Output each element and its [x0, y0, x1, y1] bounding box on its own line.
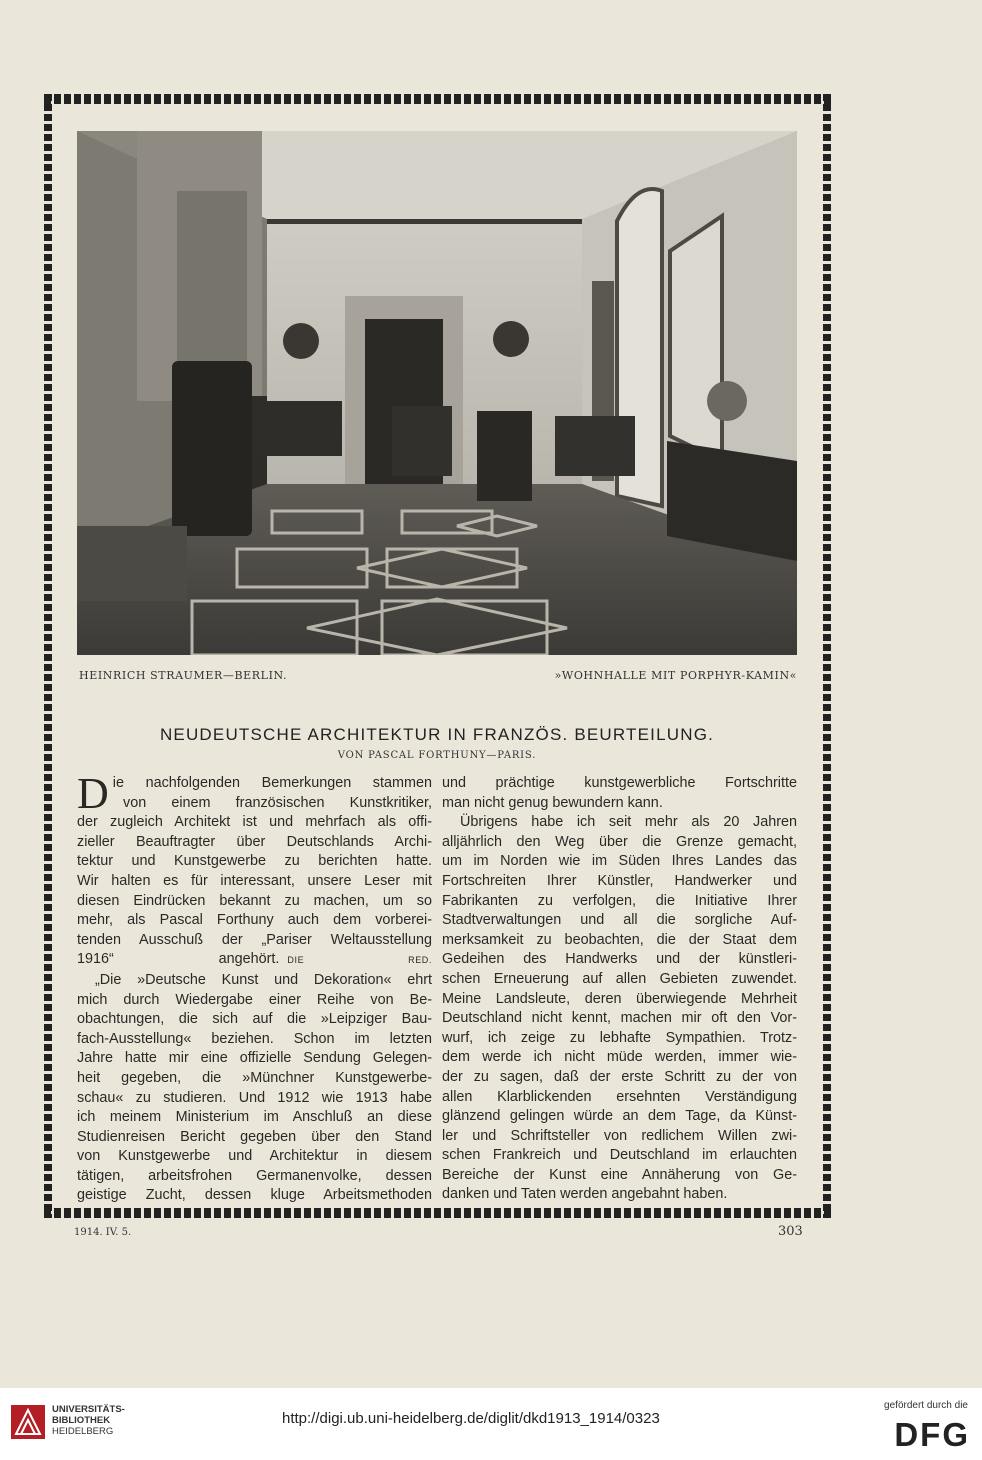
text-line: der zugleich Architekt ist und mehrfach als offi- [77, 814, 432, 831]
text-line: von einem französischen Kunstkritiker, [123, 794, 432, 811]
page-number: 303 [778, 1224, 803, 1239]
text-line: wurf, ich zeige zu lebhafte Sympathien. Trotz- [442, 1029, 797, 1046]
text-line: man nicht genug bewundern kann. [442, 794, 663, 811]
left-text-column [77, 769, 432, 1206]
text-line: geistige Zucht, dessen kluge Arbeitsmethoden [77, 1187, 432, 1204]
text-line: tätigen, arbeitsfrohen Germanenvolke, dessen [77, 1167, 432, 1184]
text-line: merksamkeit zu beobachten, die der Staat dem [442, 931, 797, 948]
text-line: danken und Taten werden angebahnt haben. [442, 1186, 728, 1203]
library-name-line3: HEIDELBERG [52, 1426, 114, 1437]
text-line: Deutschland nicht kennt, machen mir oft den Vor- [442, 1010, 797, 1027]
interior-photograph [77, 131, 797, 655]
drop-cap: D [77, 769, 109, 818]
article-title: NEUDEUTSCHE ARCHITEKTUR IN FRANZÖS. BEURTEILUNG. [159, 725, 715, 744]
text-line: heit gegeben, die »Münchner Kunstgewerbe- [77, 1069, 432, 1086]
border-bottom [44, 1208, 831, 1218]
text-line: Meine Landsleute, deren überwiegende Mehrheit [442, 990, 797, 1007]
text-line: ler und Schriftsteller von redlichem Willen zwi- [442, 1127, 797, 1144]
text-line: allen Klarblickenden ersehnten Verständigung [442, 1088, 797, 1105]
permalink-url[interactable]: http://digi.ub.uni-heidelberg.de/diglit/dkd1913_1914/0323 [282, 1410, 660, 1427]
text-line: Wir halten es für interessant, unsere Leser mit [77, 872, 432, 889]
text-line: der zu sagen, daß der erste Schritt zu der von [442, 1068, 797, 1085]
article-byline: VON PASCAL FORTHUNY—PARIS. [337, 750, 537, 761]
text-line: tektur und Kunstgewerbe zu berichten hatte. [77, 853, 432, 870]
university-seal-icon [10, 1404, 46, 1440]
text-line: dem werde ich nicht müde werden, immer wie- [442, 1049, 797, 1066]
text-line: schau« zu studieren. Und 1912 wie 1913 habe [77, 1089, 432, 1106]
editor-note: DIE RED. [287, 955, 432, 966]
issue-date: 1914. IV. 5. [74, 1227, 132, 1238]
border-right [823, 94, 831, 1218]
text-line: ie nachfolgenden Bemerkungen stammen [112, 775, 432, 791]
library-footer [0, 1388, 982, 1460]
dfg-logo: DFG [894, 1416, 970, 1453]
text-line: tenden Ausschuß der „Pariser Weltausstellung [77, 931, 432, 948]
text-line: Stadtverwaltungen und all die sorgliche Auf- [442, 912, 797, 929]
text-line: mich durch Wiedergabe einer Reihe von Be- [77, 991, 432, 1008]
text-line: obachtungen, die sich auf die »Leipziger Bau- [77, 1011, 432, 1028]
text-line: alljährlich den Weg über die Grenze gemacht, [442, 833, 797, 850]
text-line: Studienreisen Bericht gegeben über den Stand [77, 1128, 432, 1145]
text-line: 1916“ angehört. DIE RED. [77, 951, 432, 968]
text-line: ich meinem Ministerium im Anschluß an diese [77, 1109, 432, 1126]
text-line: um im Norden wie im Süden Ihres Landes das [442, 853, 797, 870]
border-top [44, 94, 831, 104]
text-line: Übrigens habe ich seit mehr als 20 Jahren [460, 814, 797, 831]
border-left [44, 94, 52, 1218]
text-line: und prächtige kunstgewerbliche Fortschritte [442, 775, 797, 791]
text-line: Fortschreiten Ihrer Künstler, Handwerker und [442, 872, 797, 889]
photo-credit: HEINRICH STRAUMER—BERLIN. [79, 669, 288, 682]
text-line: Fabrikanten zu verfolgen, die Initiative Ihrer [442, 892, 797, 909]
text-line: mehr, als Pascal Forthuny auch dem vorberei- [77, 912, 432, 929]
text-line: zieller Beauftragter über Deutschlands Archi- [77, 833, 432, 850]
library-name [52, 1404, 125, 1437]
funding-label: gefördert durch die [884, 1400, 968, 1411]
text-line: schen Frankreich und Deutschland im erlauchten [442, 1147, 797, 1164]
text-line: „Die »Deutsche Kunst und Dekoration« ehrt [95, 971, 432, 988]
text-line: diesen Eindrücken bekannt zu machen, um so [77, 892, 432, 909]
text-line: Bereiche der Kunst eine Annäherung von Ge- [442, 1166, 797, 1183]
library-name-line1: UNIVERSITÄTS- [52, 1404, 125, 1415]
text-line: Gedeihen des Handwerks und der künstleri- [442, 951, 797, 968]
text-line: schen Erneuerung auf allen Gebieten zuwendet. [442, 970, 797, 987]
photo-title: »WOHNHALLE MIT PORPHYR-KAMIN« [554, 669, 797, 682]
text-line: fach-Ausstellung« beziehen. Schon im letzten [77, 1030, 432, 1047]
right-text-column [442, 774, 797, 1205]
text-line: glänzend gelingen würde an dem Tage, da Künst- [442, 1108, 797, 1125]
text-line: Jahre hatte mir eine offizielle Sendung Gelegen- [77, 1050, 432, 1067]
text-line: von Kunstgewerbe und Architektur in diesem [77, 1148, 432, 1165]
library-name-line2: BIBLIOTHEK [52, 1415, 111, 1426]
